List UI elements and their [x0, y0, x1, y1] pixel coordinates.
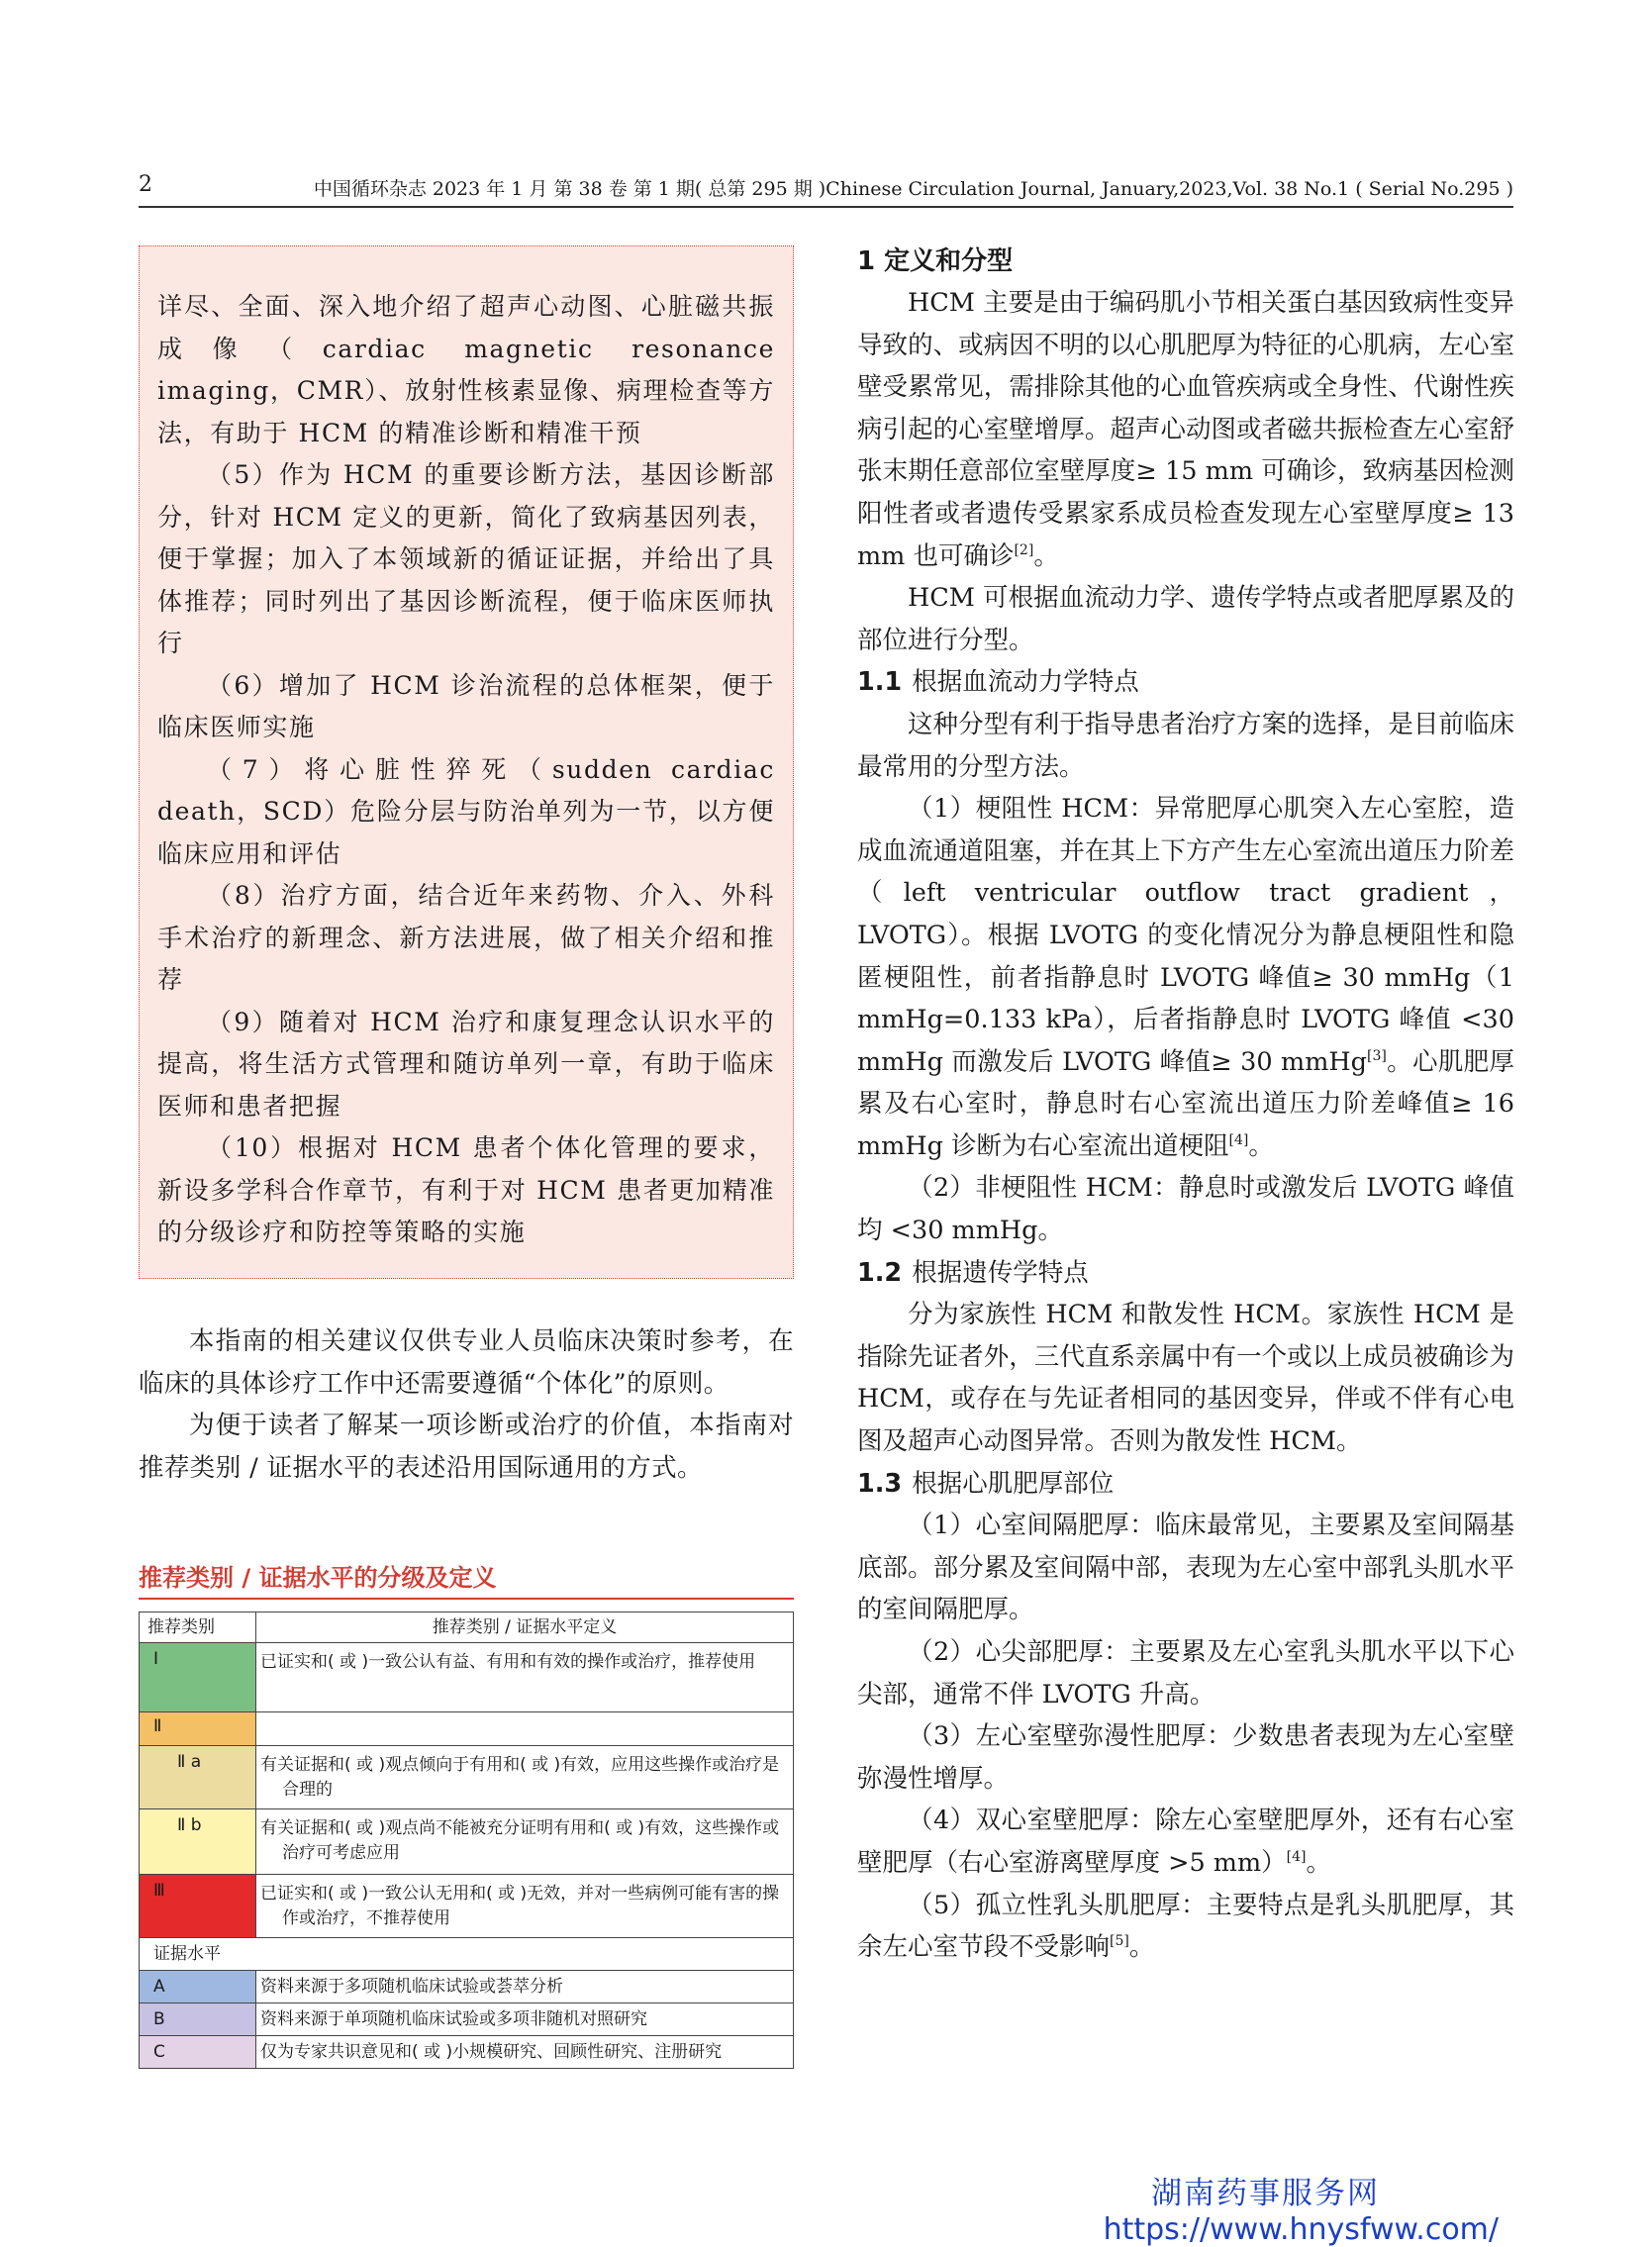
section-heading: 1 定义和分型 [857, 246, 1014, 276]
definition-cell: 资料来源于多项随机临床试验或荟萃分析 [256, 1971, 794, 2003]
subsection-number: 1.2 [857, 1257, 903, 1288]
header-rule [139, 206, 1513, 208]
left-body-text [139, 1320, 794, 1489]
subsection-heading [857, 661, 1514, 704]
text-run: （1）梗阻性 HCM：异常肥厚心肌突入左心室腔，造成血流通道阻塞，并在其上下方产生左心室流出道压力阶差（left ventricular outflow tract gradient，LVOTG）。根据 LVOTG 的变化情况分为静息梗阻性和隐匿梗阻性，前者指静息时 LVOTG 峰值≥ 30 mmHg（1 mmHg=0.133 kPa），后者指静息时 LVOTG 峰值 <30 mmHg 而激发后 LVOTG 峰值≥ 30 mmHg [857, 794, 1514, 1077]
text-run: （4）双心室壁肥厚：除左心室壁肥厚外，还有右心室壁肥厚（右心室游离壁厚度 >5 mm） [857, 1806, 1514, 1878]
watermark-name: 湖南药事服务网 [1151, 2176, 1380, 2211]
subsection-number: 1.1 [857, 667, 903, 698]
definition-text: 已证实和( 或 )一致公认有益、有用和有效的操作或治疗，推荐使用 [260, 1652, 756, 1673]
highlight-paragraph: （5）作为 HCM 的重要诊断方法，基因诊断部分，针对 HCM 定义的更新，简化了致病基因列表，便于掌握；加入了本领域新的循证证据，并给出了具体推荐；同时列出了基因诊断流程，便于临床医师执行 [157, 460, 775, 657]
definition-cell [256, 1875, 794, 1938]
text-run: （5）孤立性乳头肌肥厚：主要特点是乳头肌肥厚，其余左心室节段不受影响 [857, 1890, 1514, 1963]
evidence-level-cell: A [140, 1971, 256, 2003]
table-row [140, 1746, 794, 1809]
citation: [4] [1286, 1848, 1307, 1865]
highlight-paragraph: （7）将心脏性猝死（sudden cardiac death，SCD）危险分层与防治单列为一节，以方便临床应用和评估 [157, 754, 775, 868]
citation: [4] [1228, 1131, 1249, 1148]
table-row [140, 2036, 794, 2069]
definition-cell [256, 1712, 794, 1746]
text-run: 。 [1248, 1130, 1274, 1161]
definition-text: 已证实和( 或 )一致公认无用和( 或 )无效，并对一些病例可能有害的操作或治疗，不推荐使用 [260, 1884, 780, 1929]
evidence-level-cell: B [140, 2003, 256, 2036]
definition-cell [256, 1746, 794, 1809]
text-run: HCM 主要是由于编码肌小节相关蛋白基因致病性变异导致的、或病因不明的以心肌肥厚为特征的心肌病，左心室壁受累常见，需排除其他的心血管疾病或全身性、代谢性疾病引起的心室壁增厚。超声心动图或者磁共振检查左心室舒张末期任意部位室壁厚度≥ 15 mm 可确诊，致病基因检测阳性者或者遗传受累家系成员检查发现左心室壁厚度≥ 13 mm 也可确诊 [857, 288, 1514, 571]
class-cell: Ⅱ b [140, 1809, 256, 1875]
highlight-paragraph: 详尽、全面、深入地介绍了超声心动图、心脏磁共振成像（cardiac magnetic resonance imaging，CMR）、放射性核素显像、病理检查等方法，有助于 HCM 的精准诊断和精准干预 [157, 292, 775, 447]
text-run: 。心肌肥厚累及右心室时，静息时右心室流出道压力阶差峰值≥ 16 mmHg 诊断为右心室流出道梗阻 [857, 1046, 1514, 1161]
table-title: 推荐类别 / 证据水平的分级及定义 [139, 1558, 794, 1600]
table-header-row [140, 1612, 794, 1643]
class-cell: Ⅲ [140, 1875, 256, 1938]
body-paragraph: 本指南的相关建议仅供专业人员临床决策时参考，在临床的具体诊疗工作中还需要遵循“个体化”的原则。 [139, 1326, 794, 1399]
definition-text: 有关证据和( 或 )观点倾向于有用和( 或 )有效，应用这些操作或治疗是合理的 [260, 1755, 780, 1801]
body-paragraph: 分为家族性 HCM 和散发性 HCM。家族性 HCM 是指除先证者外，三代直系亲属中有一个或以上成员被确诊为 HCM，或存在与先证者相同的基因变异，伴或不伴有心电图及超声心动图异常。否则为散发性 HCM。 [857, 1300, 1514, 1457]
table-row [140, 1971, 794, 2003]
class-cell: Ⅰ [140, 1643, 256, 1712]
table-row [140, 2003, 794, 2036]
body-paragraph [857, 282, 1514, 577]
highlight-paragraph: （10）根据对 HCM 患者个体化管理的要求，新设多学科合作章节，有利于对 HCM 患者更加精准的分级诊疗和防控等策略的实施 [157, 1133, 775, 1246]
class-cell: Ⅱ [140, 1712, 256, 1746]
body-paragraph: 这种分型有利于指导患者治疗方案的选择，是目前临床最常用的分型方法。 [857, 709, 1514, 782]
definition-cell: 资料来源于单项随机临床试验或多项非随机对照研究 [256, 2003, 794, 2036]
body-paragraph [857, 1885, 1514, 1969]
table-row [140, 1875, 794, 1938]
evidence-header-cell: 证据水平 [140, 1938, 794, 1971]
text-run: 。 [1033, 540, 1059, 571]
body-paragraph: （3）左心室壁弥漫性肥厚：少数患者表现为左心室壁弥漫性增厚。 [857, 1721, 1514, 1794]
body-paragraph [857, 1800, 1514, 1884]
subsection-heading [857, 1252, 1514, 1295]
highlight-box [139, 245, 794, 1279]
body-paragraph: （1）心室间隔肥厚：临床最常见，主要累及室间隔基底部。部分累及室间隔中部，表现为左心室中部乳头肌水平的室间隔肥厚。 [857, 1511, 1514, 1625]
text-run: 。 [1306, 1847, 1332, 1878]
citation: [5] [1110, 1933, 1129, 1950]
highlight-paragraph: （8）治疗方面，结合近年来药物、介入、外科手术治疗的新理念、新方法进展，做了相关介绍和推荐 [157, 881, 775, 994]
body-paragraph [857, 788, 1514, 1167]
definition-cell [256, 1643, 794, 1712]
table-row [140, 1938, 794, 1971]
definition-cell: 仅为专家共识意见和( 或 )小规模研究、回顾性研究、注册研究 [256, 2036, 794, 2069]
citation: [3] [1366, 1047, 1387, 1064]
subsection-title: 根据血流动力学特点 [912, 667, 1139, 698]
class-cell: Ⅱ a [140, 1746, 256, 1809]
text-run: 。 [1128, 1932, 1155, 1963]
definition-cell [256, 1809, 794, 1875]
citation: [2] [1014, 541, 1034, 558]
subsection-heading [857, 1463, 1514, 1506]
table-row [140, 1809, 794, 1875]
table-header-cell: 推荐类别 / 证据水平定义 [256, 1612, 794, 1643]
body-paragraph: 为便于读者了解某一项诊断或治疗的价值，本指南对推荐类别 / 证据水平的表述沿用国际通用的方式。 [139, 1411, 794, 1483]
watermark-url[interactable]: https://www.hnysfww.com/ [1103, 2212, 1499, 2247]
body-paragraph: （2）心尖部肥厚：主要累及左心室乳头肌水平以下心尖部，通常不伴 LVOTG 升高。 [857, 1637, 1514, 1710]
table-row [140, 1643, 794, 1712]
subsection-number: 1.3 [857, 1468, 903, 1499]
body-paragraph: HCM 可根据血流动力学、遗传学特点或者肥厚累及的部位进行分型。 [857, 583, 1514, 655]
running-header: 中国循环杂志 2023 年 1 月 第 38 卷 第 1 期( 总第 295 期 )Chinese Circulation Journal, January,2023,Vol. 38 No.1 ( Serial No.295 ) [313, 178, 1513, 200]
body-paragraph: （2）非梗阻性 HCM：静息时或激发后 LVOTG 峰值均 <30 mmHg。 [857, 1173, 1514, 1246]
page-number: 2 [139, 172, 152, 197]
evidence-level-cell: C [140, 2036, 256, 2069]
subsection-title: 根据遗传学特点 [912, 1257, 1089, 1288]
table-row [140, 1712, 794, 1746]
definition-text: 有关证据和( 或 )观点尚不能被充分证明有用和( 或 )有效，这些操作或治疗可考虑应用 [260, 1818, 780, 1864]
subsection-title: 根据心肌肥厚部位 [912, 1468, 1115, 1499]
left-column [139, 245, 794, 2069]
recommendation-table [139, 1612, 794, 2069]
watermark [1104, 2168, 1499, 2247]
table-header-cell: 推荐类别 [140, 1612, 256, 1643]
highlight-paragraph: （9）随着对 HCM 治疗和康复理念认识水平的提高，将生活方式管理和随访单列一章，有助于临床医师和患者把握 [157, 1007, 775, 1121]
highlight-paragraph: （6）增加了 HCM 诊治流程的总体框架，便于临床医师实施 [157, 670, 775, 741]
right-column [857, 241, 1514, 1969]
